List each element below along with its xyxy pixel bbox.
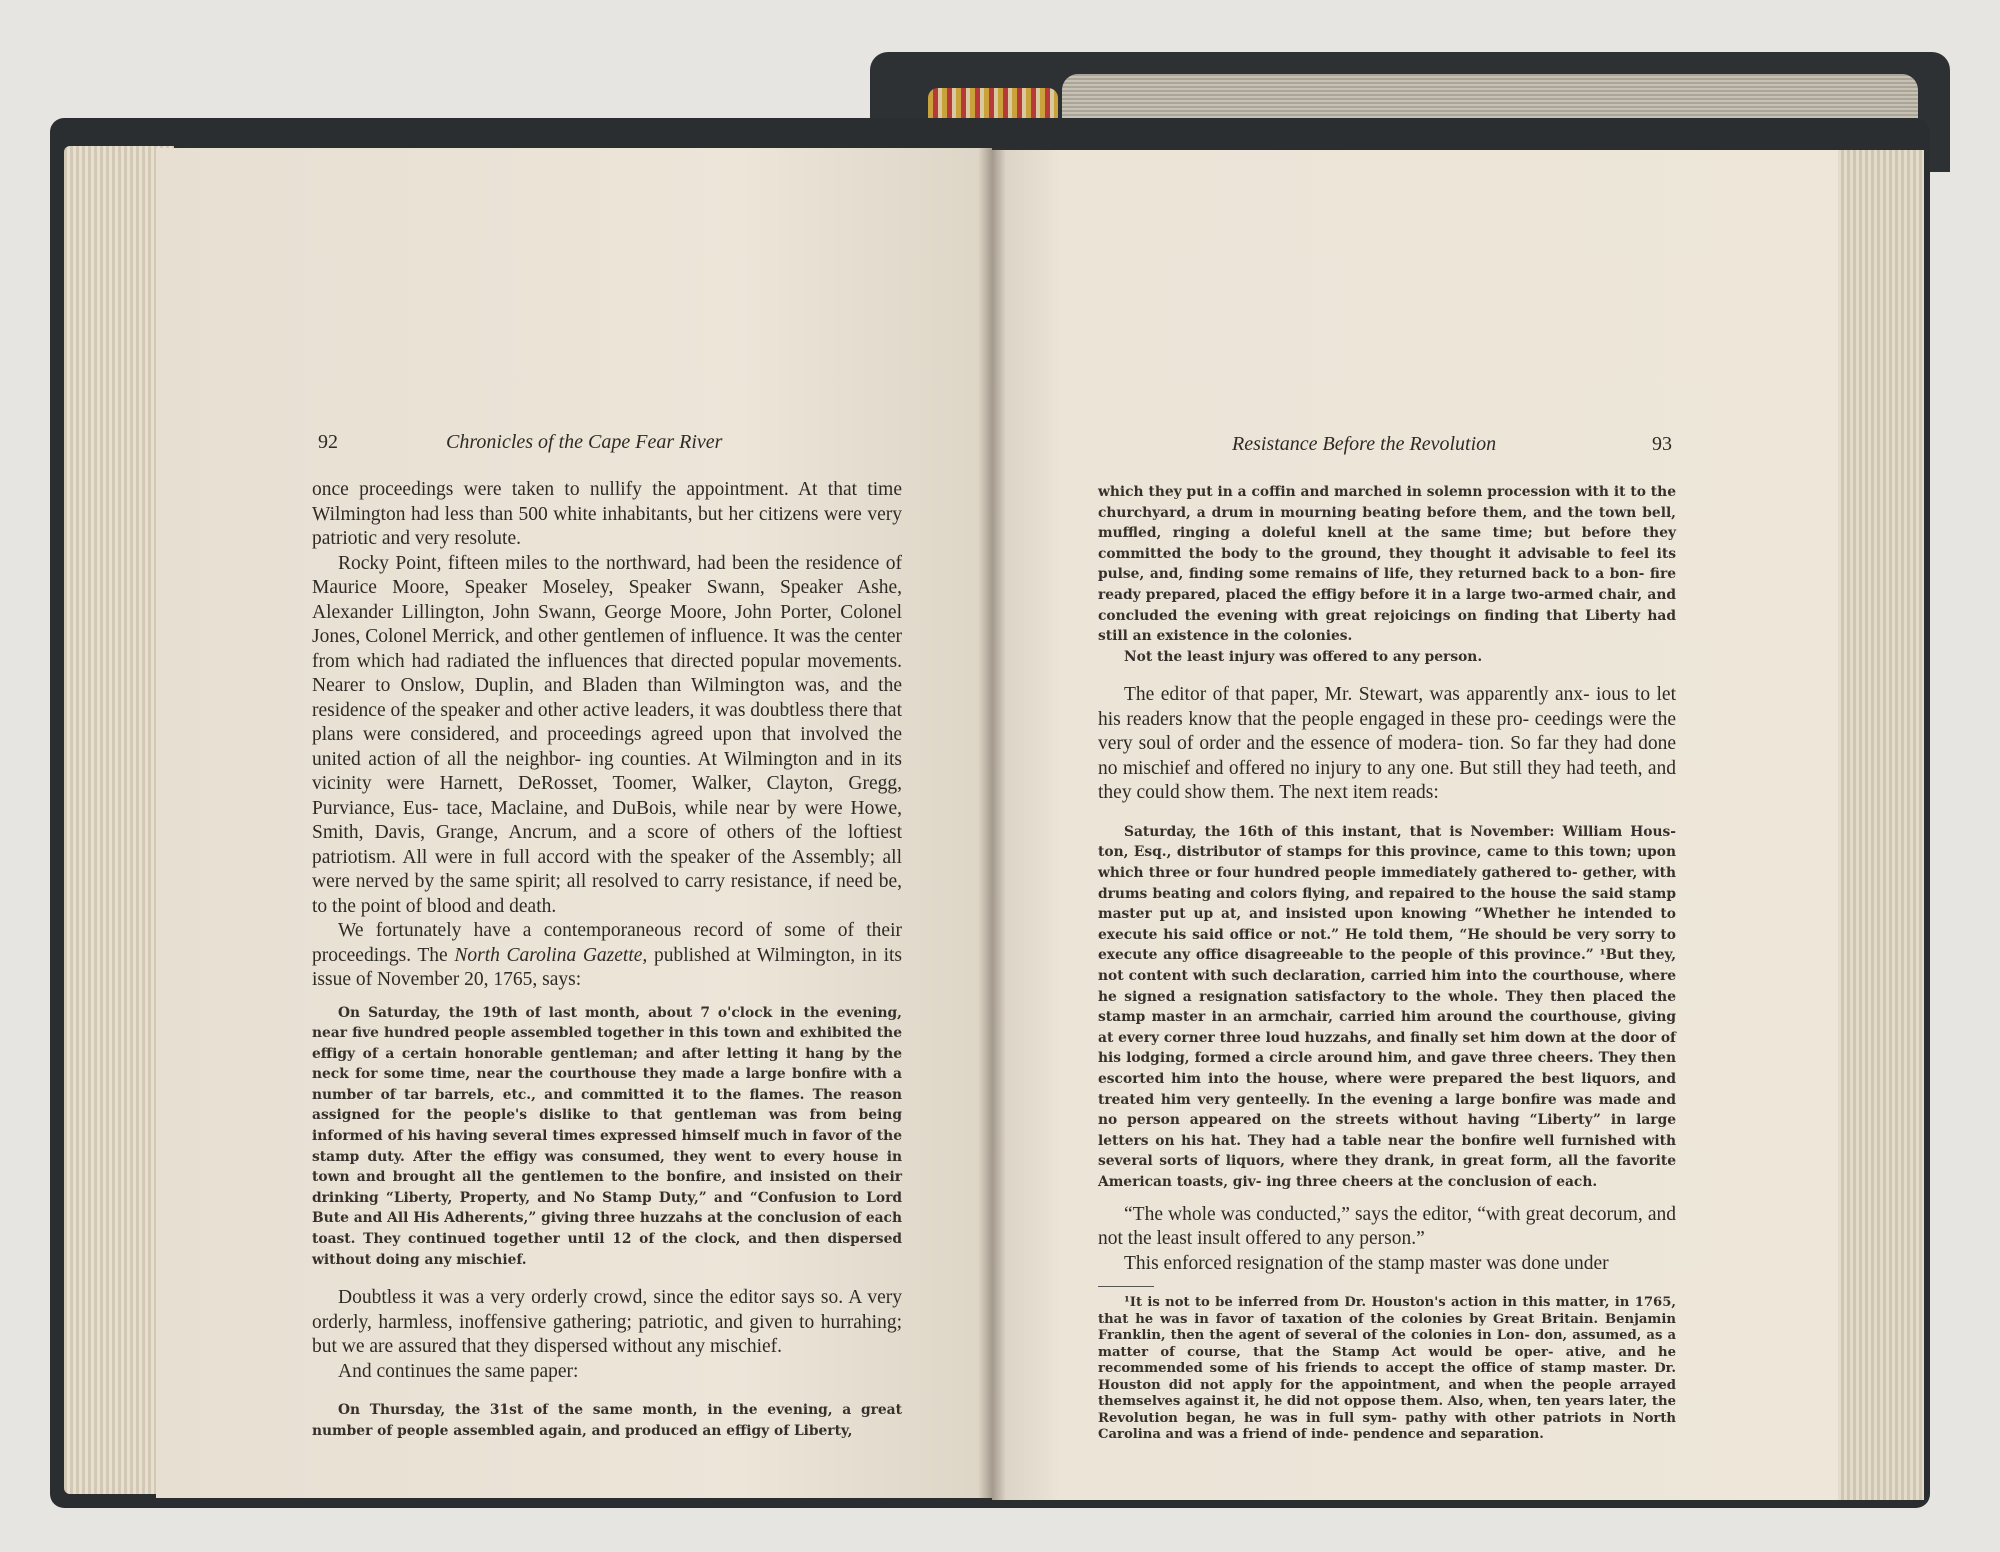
right-page-edges xyxy=(1838,150,1924,1500)
paragraph: Doubtless it was a very orderly crowd, since the editor says so. A very orderly, harmless, inoffensive gathering; patriotic, and given to hurrahing; but we are assured that they dispersed without any mischief. xyxy=(312,1287,902,1358)
block-quote: On Thursday, the 31st of the same month, in the evening, a great number of people assembled again, and produced an effigy of Liberty, xyxy=(312,1402,902,1439)
paragraph-text: published at Wilmington, in its issue of November 20, 1765, says: xyxy=(312,944,902,990)
footnote-rule xyxy=(1098,1286,1154,1287)
paragraph-text: We fortunately have a contemporaneous record of some of their proceedings. The xyxy=(312,920,902,966)
footnote: ¹It is not to be inferred from Dr. Houston's action in this matter, in 1765, that he was in favor of taxation of the colonies by Great Britain. Benjamin Franklin, then the agent of several of the colonies in Lon- don, assumed, as a matter of course, that the Stamp Act would be oper- ative, and he recommended some of his friends to accept the office of stamp master. Dr. Houston did not apply for the appointment, and when the people arrayed themselves against it, he did not oppose them. Also, when, ten years later, the Revolution began, he was in full sym- pathy with other patriots in North Carolina and was a friend of inde- pendence and separation. xyxy=(1098,1295,1676,1443)
paragraph: once proceedings were taken to nullify the appointment. At that time Wilmington had less than 500 white inhabitants, but her citizens were very patriotic and very resolute. xyxy=(312,479,902,549)
paragraph: Rocky Point, fifteen miles to the northward, had been the residence of Maurice Moore, Speaker Moseley, Speaker Swann, Speaker Ashe, Alexander Lillington, John Swann, George Moore, John Porter, Colonel Jones, Colonel Merrick, and other gentlemen of influence. It was the center from which had radiated the influences that directed popular movements. Nearer to Onslow, Duplin, and Bladen than Wilmington was, and the residence of the speaker and other active leaders, it was doubtless there that plans were considered, and proceedings agreed upon that involved the united action of all the neighbor- ing counties. At Wilmington and in its vicinity were Harnett, DeRosset, Toomer, Walker, Clayton, Gregg, Purviance, Eus- tace, Maclaine, and DuBois, while near by were Howe, Smith, Davis, Grange, Ancrum, and a score of others of the loftiest patriotism. All were in full accord with the speaker of the Assembly; all were nerved by the same spirit; all resolved to carry resistance, if need be, to the point of blood and death. xyxy=(312,552,902,917)
left-page xyxy=(156,148,992,1498)
running-title: Resistance Before the Revolution xyxy=(1232,433,1497,455)
block-quote: Saturday, the 16th of this instant, that is November: William Hous- ton, Esq., distributor of stamps for this province, came to this town; upon which three or four hundred people immediately gathered to- gether, with drums beating and colors flying, and repaired to the house the said stamp master put up at, and insisted upon knowing “Whether he intended to execute his said office or not.” He told them, “He should be very sorry to execute any office disagreeable to the people of this province.” ¹But they, not content with such declaration, carried him into the courthouse, where he signed a resignation satisfactory to the whole. They then placed the stamp master in an armchair, carried him around the courthouse, giving at every corner three loud huzzahs, and finally set him down at the door of his lodging, formed a circle around him, and gave three cheers. They then escorted him into the house, where were prepared the best liquors, and treated him very genteelly. In the evening a large bonfire was made and no person appeared on the streets without having “Liberty” in large letters on his hat. They had a table near the bonfire well furnished with several sorts of liquors, where they drank, in great form, all the favorite American toasts, giv- ing three cheers at the conclusion of each. xyxy=(1098,823,1676,1190)
right-page-text xyxy=(1098,482,1676,1444)
paragraph: The editor of that paper, Mr. Stewart, was apparently anx- ious to let his readers know that the people engaged in these pro- ceedings were the very soul of order and the essence of modera- tion. So far they had done no mischief and offered no injury to any one. But still they had teeth, and they could show them. The next item reads: xyxy=(1098,684,1676,804)
block-quote: Not the least injury was offered to any person. xyxy=(1124,648,1483,665)
paragraph: “The whole was conducted,” says the editor, “with great decorum, and not the least insult offered to any person.” xyxy=(1098,1203,1676,1250)
paragraph: And continues the same paper: xyxy=(338,1360,579,1382)
left-page-header xyxy=(318,430,934,460)
page-number: 93 xyxy=(1652,433,1672,455)
block-quote: On Saturday, the 19th of last month, about 7 o'clock in the evening, near five hundred people assembled together in this town and exhibited the effigy of a certain honorable gentleman; and after letting it hang by the neck for some time, near the courthouse they made a large bonfire with a number of tar barrels, etc., and committed it to the flames. The reason assigned for the people's dislike to that gentleman was from being informed of his having several times expressed himself much in favor of the stamp duty. After the effigy was consumed, they went to every house in town and brought all the gentlemen to the bonfire, and insisted on their drinking “Liberty, Property, and No Stamp Duty,” and “Confusion to Lord Bute and All His Adherents,” giving three huzzahs at the conclusion of each toast. They continued together until 12 of the clock, and then dispersed without doing any mischief. xyxy=(312,1004,902,1268)
right-page-header xyxy=(1232,432,1682,462)
paragraph: This enforced resignation of the stamp master was done under xyxy=(1124,1252,1609,1274)
page-number: 92 xyxy=(318,431,338,453)
right-page xyxy=(992,150,1838,1500)
running-title: Chronicles of the Cape Fear River xyxy=(446,431,723,453)
paragraph xyxy=(312,919,902,993)
newspaper-title: North Carolina Gazette, xyxy=(454,944,648,966)
left-page-text xyxy=(312,478,902,1441)
block-quote: which they put in a coffin and marched in solemn procession with it to the churchyard, a drum in mourning beating before them, and the town bell, muffled, ringing a doleful knell at the same time; but before they committed the body to the ground, they thought it advisable to feel its pulse, and, finding some remains of life, they returned back to a bon- fire ready prepared, placed the effigy before it in a large two-armed chair, and concluded the evening with great rejoicings on finding that Liberty had still an existence in the colonies. xyxy=(1098,484,1676,645)
book-gutter xyxy=(978,148,1006,1500)
